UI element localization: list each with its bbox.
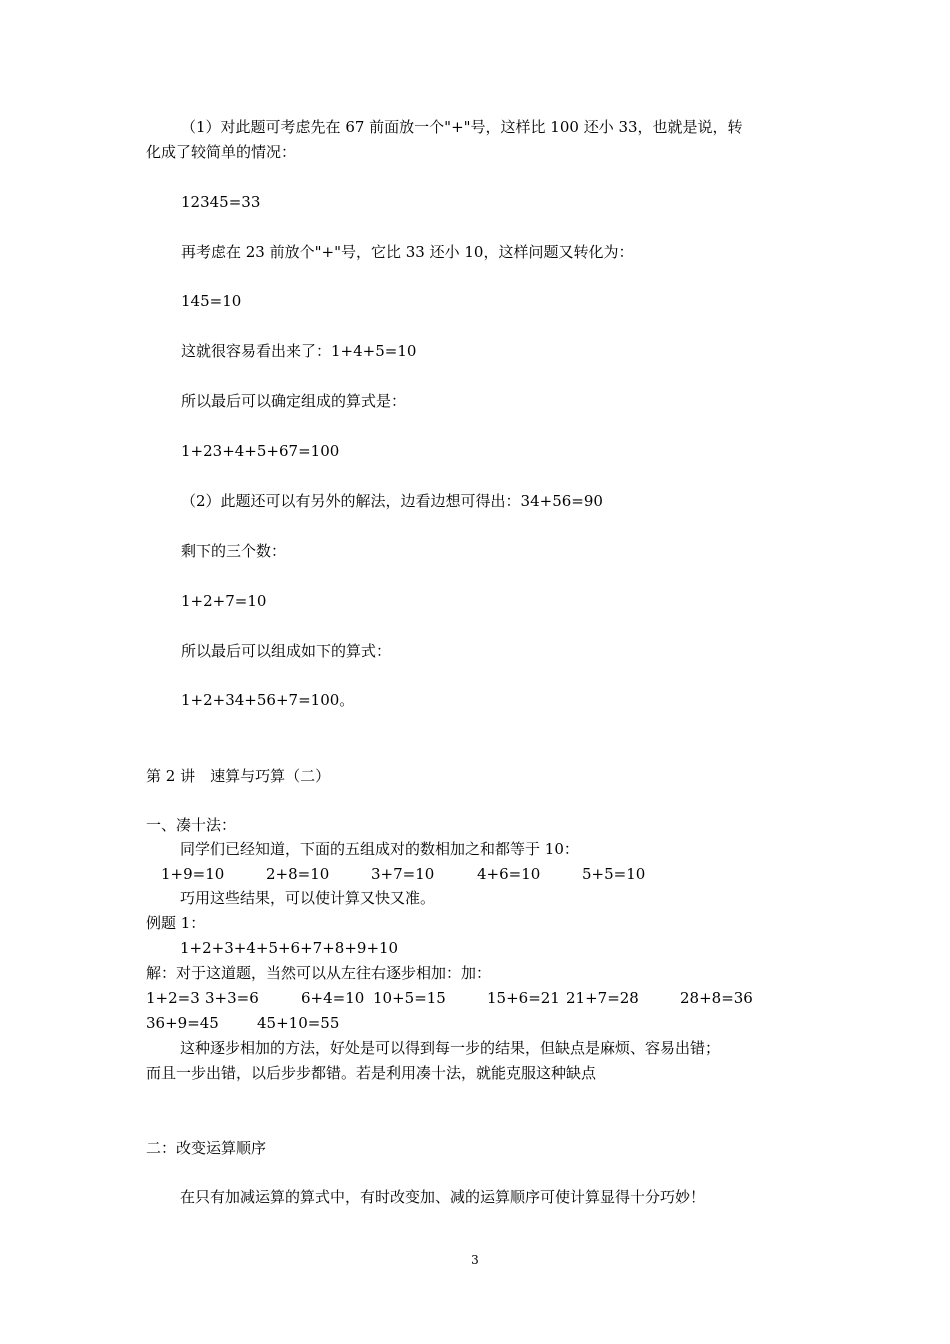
pair-item: 5+5=10: [582, 865, 646, 883]
step-item: 21+7=28: [566, 989, 639, 1007]
equation: 12345=33: [181, 193, 261, 211]
pair-item: 3+7=10: [371, 865, 435, 883]
step-item: 6+4=10: [301, 989, 365, 1007]
example-label: 例题 1：: [146, 914, 206, 932]
paragraph: 在只有加减运算的算式中，有时改变加、减的运算顺序可使计算显得十分巧妙！: [180, 1188, 706, 1206]
paragraph: （2）此题还可以有另外的解法，边看边想可得出：34+56=90: [181, 492, 603, 510]
paragraph-line: （1）对此题可考虑先在 67 前面放一个"+"号，这样比 100 还小 33，也就是说，转: [181, 118, 743, 136]
paragraph-line: 化成了较简单的情况：: [146, 143, 297, 161]
paragraph: 所以最后可以组成如下的算式：: [181, 642, 392, 660]
paragraph: 巧用这些结果，可以使计算又快又准。: [180, 889, 436, 907]
paragraph: 所以最后可以确定组成的算式是：: [181, 392, 407, 410]
paragraph: 再考虑在 23 前放个"+"号，它比 33 还小 10，这样问题又转化为：: [181, 243, 634, 261]
section-heading: 一、凑十法：: [146, 816, 237, 834]
page-number: 3: [471, 1253, 479, 1267]
paragraph-line: 而且一步出错，以后步步都错。若是利用凑十法，就能克服这种缺点: [146, 1064, 597, 1082]
step-item: 15+6=21: [487, 989, 560, 1007]
solution-label: 解：对于这道题，当然可以从左往右逐步相加：加：: [146, 964, 492, 982]
step-item: 3+3=6: [205, 989, 259, 1007]
equation: 1+2+3+4+5+6+7+8+9+10: [180, 939, 399, 957]
pair-item: 4+6=10: [477, 865, 541, 883]
step-item: 10+5=15: [373, 989, 446, 1007]
step-item: 45+10=55: [257, 1014, 340, 1032]
step-item: 28+8=36: [680, 989, 753, 1007]
pair-item: 2+8=10: [266, 865, 330, 883]
section-heading: 二：改变运算顺序: [146, 1139, 267, 1157]
pair-item: 1+9=10: [161, 865, 225, 883]
equation: 1+2+34+56+7=100。: [181, 691, 355, 709]
paragraph: 同学们已经知道，下面的五组成对的数相加之和都等于 10：: [180, 840, 579, 858]
step-item: 1+2=3: [146, 989, 200, 1007]
paragraph-line: 这种逐步相加的方法，好处是可以得到每一步的结果，但缺点是麻烦、容易出错；: [180, 1039, 721, 1057]
paragraph: 剩下的三个数：: [181, 542, 287, 560]
lecture-title: 第 2 讲 速算与巧算（二）: [146, 767, 331, 785]
paragraph: 这就很容易看出来了：1+4+5=10: [181, 342, 417, 360]
equation: 1+2+7=10: [181, 592, 267, 610]
equation: 145=10: [181, 292, 242, 310]
equation: 1+23+4+5+67=100: [181, 442, 340, 460]
step-item: 36+9=45: [146, 1014, 219, 1032]
